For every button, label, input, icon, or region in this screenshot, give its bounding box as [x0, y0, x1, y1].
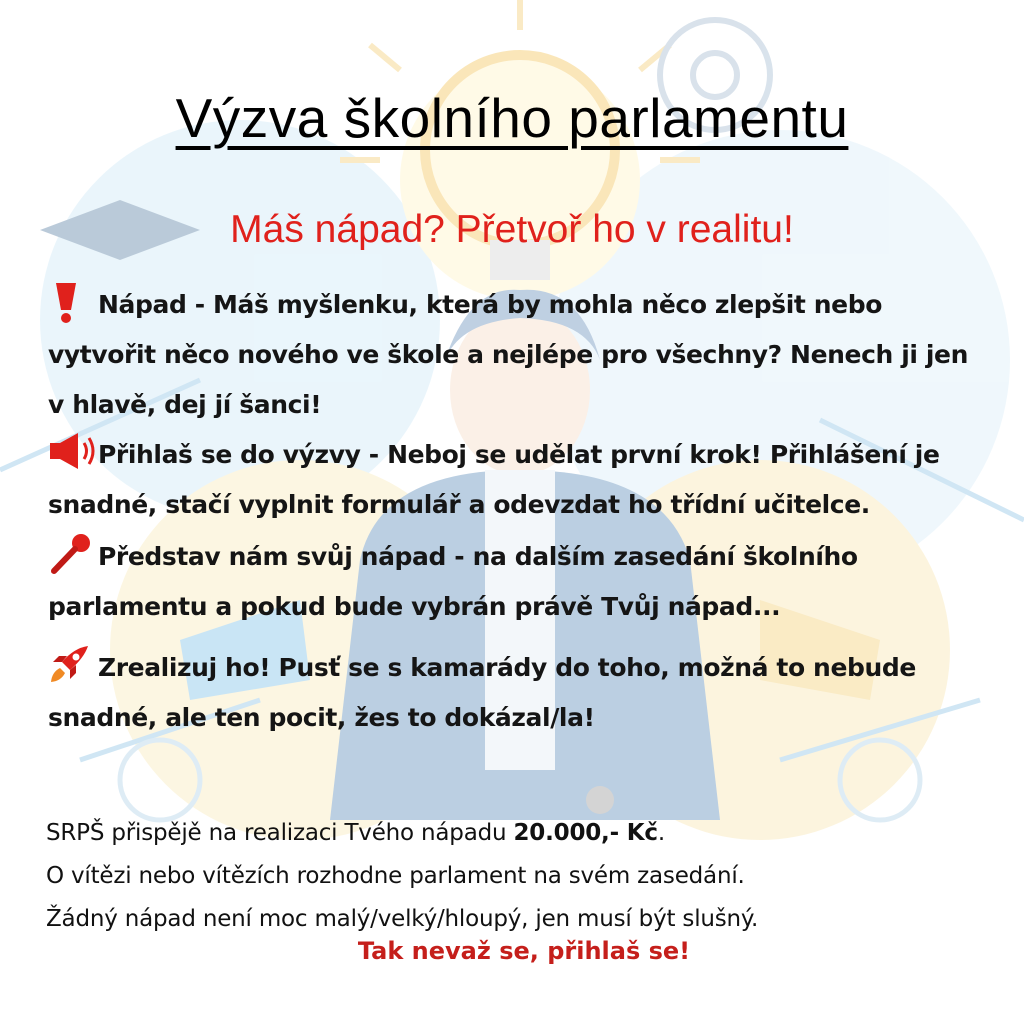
- lightbulb-exclamation-icon: [48, 281, 98, 321]
- poster-subtitle: Máš nápad? Přetvoř ho v realitu!: [230, 208, 794, 251]
- step-idea: [48, 280, 988, 430]
- step-present-text: Představ nám svůj nápad - na dalším zasedání školního parlamentu a pokud bude vybrán právě Tvůj nápad...: [48, 542, 858, 621]
- step-present: [48, 532, 988, 632]
- step-idea-text: Nápad - Máš myšlenku, která by mohla něco zlepšit nebo vytvořit něco nového ve škole a nejlépe pro všechny? Nenech ji jen v hlavě, dej jí šanci!: [48, 290, 968, 419]
- funding-amount: 20.000,- Kč: [513, 820, 658, 846]
- microphone-icon: [48, 533, 98, 573]
- rocket-icon: [48, 644, 98, 684]
- footer-line-funding: SRPŠ přispějě na realizaci Tvého nápadu 20.000,- Kč.: [46, 820, 665, 846]
- footer-line-decision: O vítězi nebo vítězích rozhodne parlament na svém zasedání.: [46, 863, 745, 889]
- step-signup-text: Přihlaš se do výzvy - Neboj se udělat první krok! Přihlášení je snadné, stačí vyplnit formulář a odevzdat ho třídní učitelce.: [48, 440, 940, 519]
- step-realize: [48, 643, 988, 743]
- call-to-action: Tak nevaž se, přihlaš se!: [357, 937, 691, 965]
- step-signup: [48, 430, 988, 530]
- megaphone-icon: [48, 431, 98, 471]
- poster-title: Výzva školního parlamentu: [175, 87, 849, 149]
- step-realize-text: Zrealizuj ho! Pusť se s kamarády do toho, možná to nebude snadné, ale ten pocit, žes to dokázal/la!: [48, 653, 916, 732]
- footer-info: [46, 812, 1006, 941]
- footer-line-rules: Žádný nápad není moc malý/velký/hloupý, jen musí být slušný.: [46, 906, 759, 932]
